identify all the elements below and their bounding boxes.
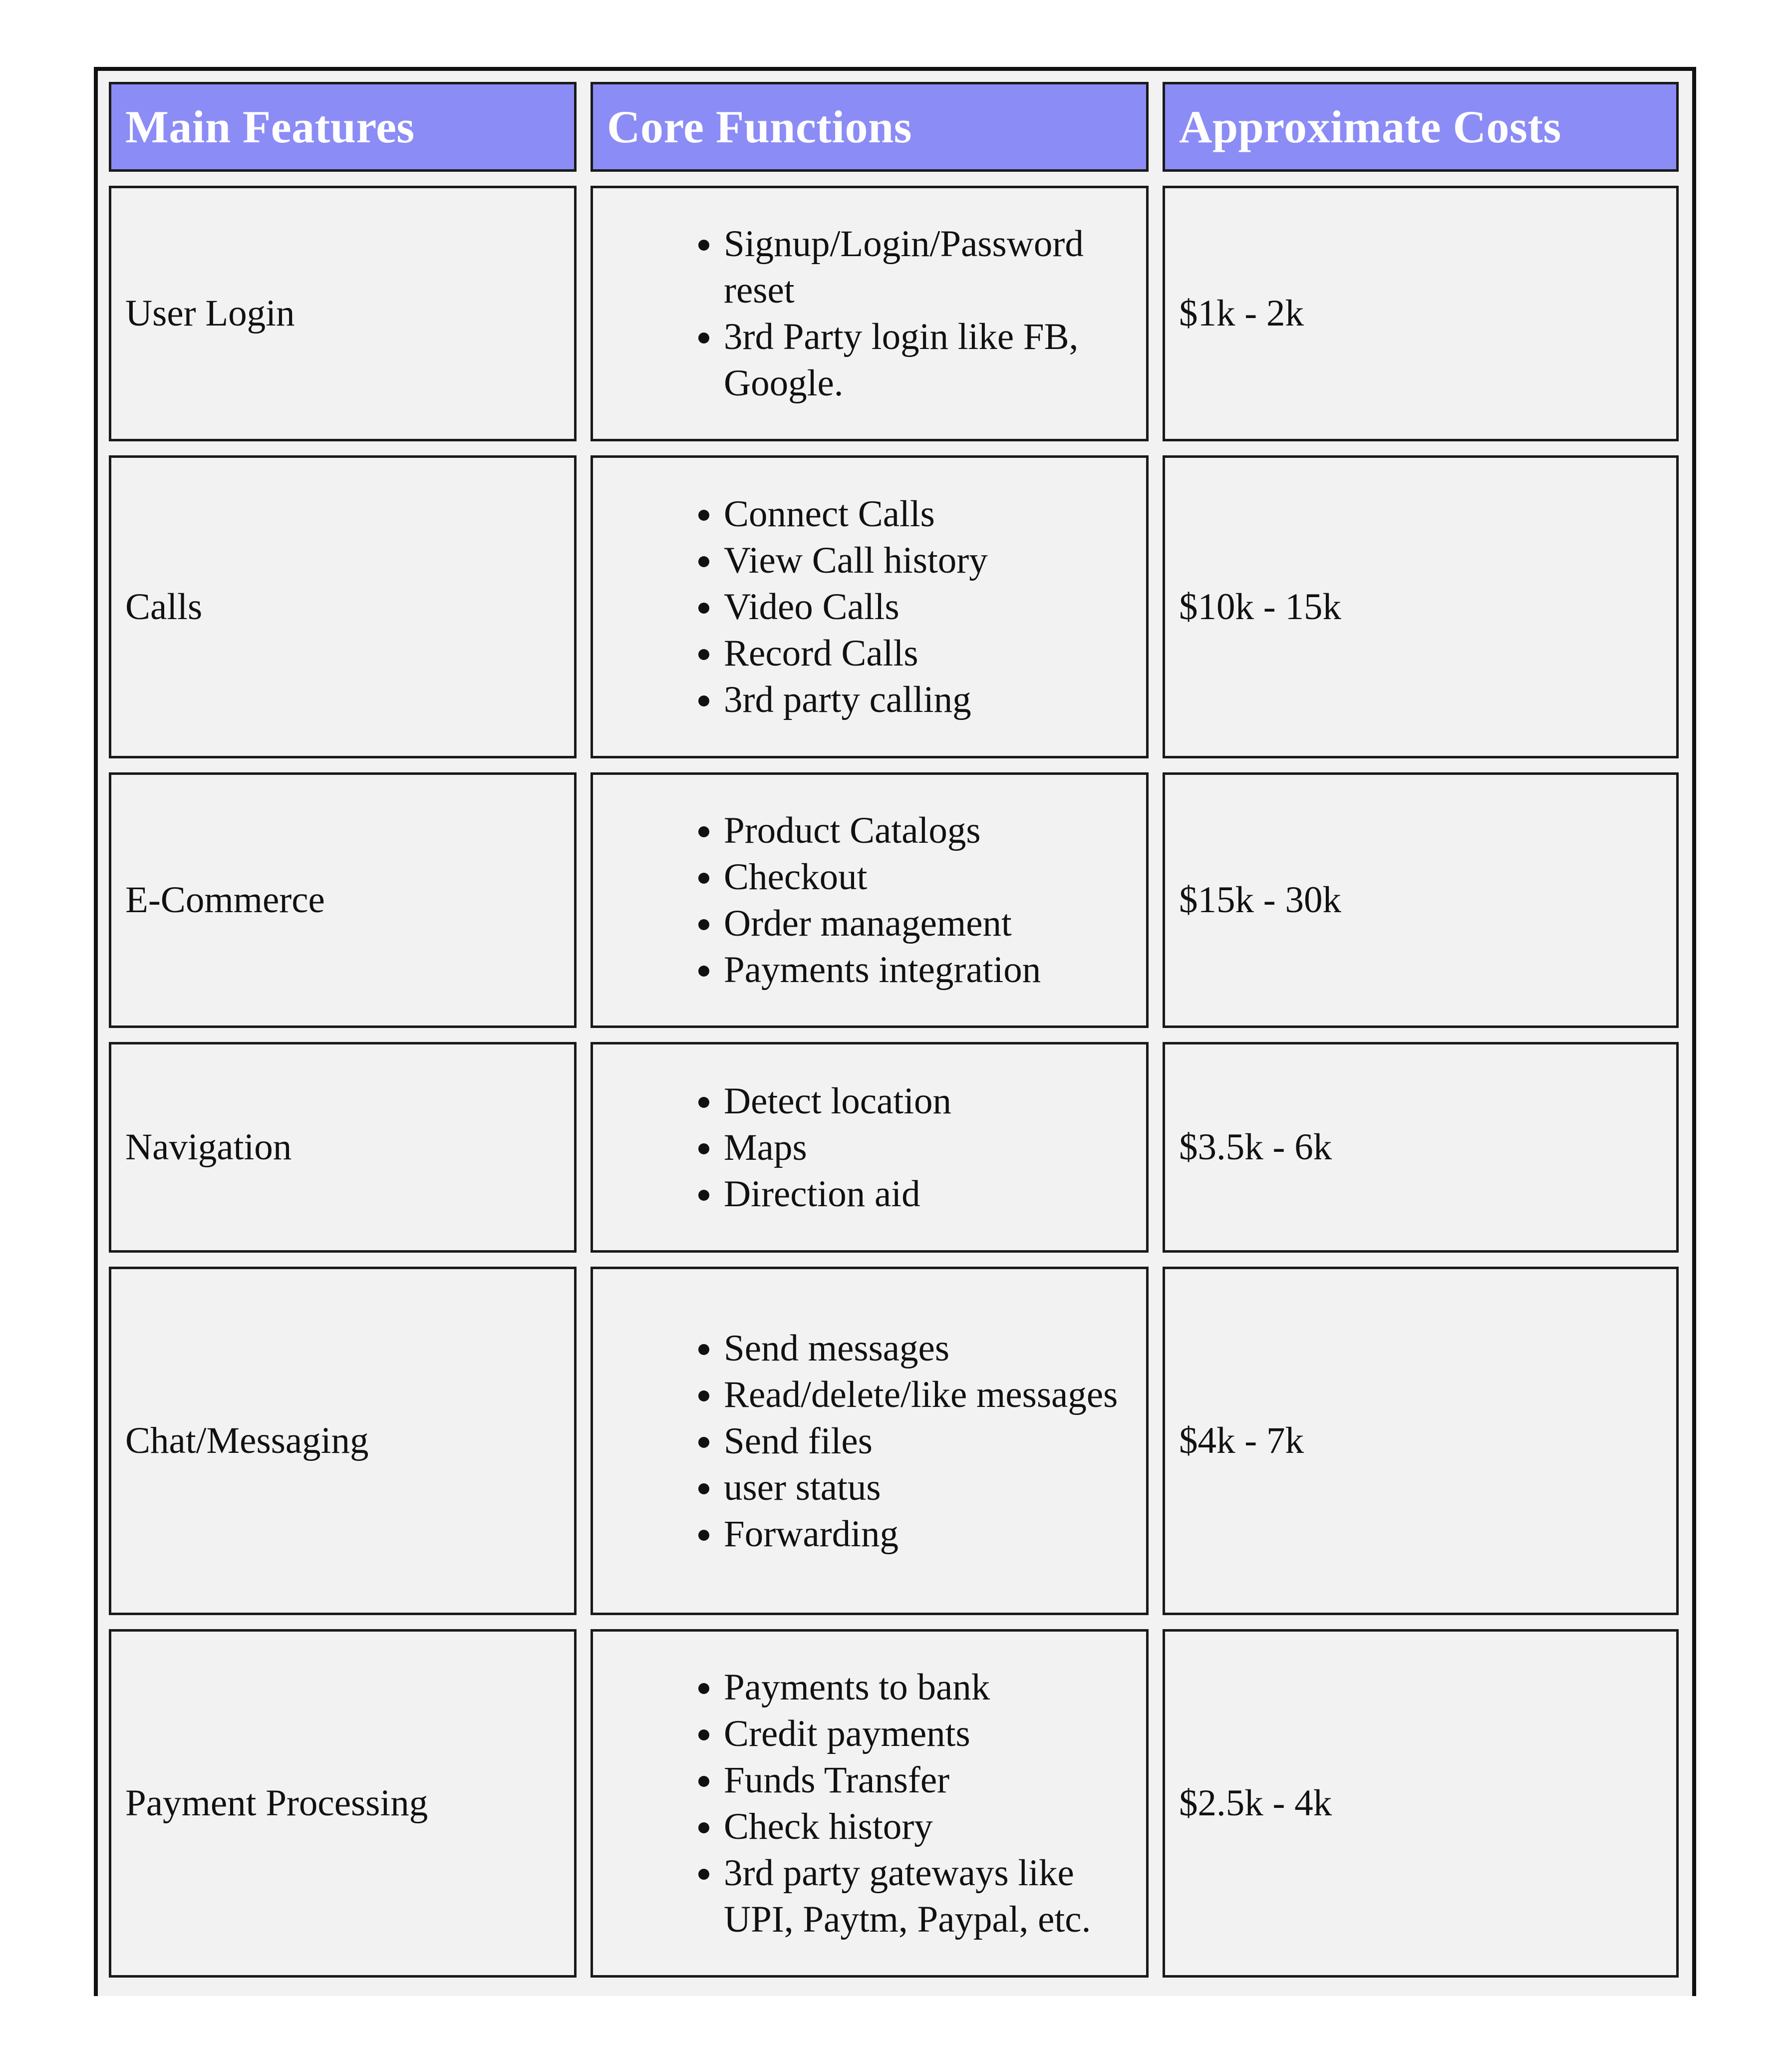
table-row: [109, 1629, 1679, 1978]
table-row: [109, 772, 1679, 1028]
functions-cell: [591, 1267, 1149, 1615]
features-cost-table: [95, 68, 1693, 1992]
table-header-row: [109, 82, 1679, 172]
cost-cell: $2.5k - 4k: [1163, 1629, 1679, 1978]
table-row: [109, 1267, 1679, 1615]
function-item: • Product Catalogs: [724, 807, 1132, 854]
table-frame: [94, 67, 1696, 1996]
function-item: • 3rd party gateways like UPI, Paytm, Paypal, etc.: [724, 1850, 1132, 1943]
function-item: • Check history: [724, 1803, 1132, 1850]
header-main-features: Main Features: [109, 82, 577, 172]
function-item: • Order management: [724, 900, 1132, 947]
functions-list: [607, 1078, 1132, 1217]
function-item: • Payments integration: [724, 947, 1132, 993]
feature-cell: Navigation: [109, 1042, 577, 1253]
function-item: • Send messages: [724, 1325, 1132, 1371]
feature-cell: Payment Processing: [109, 1629, 577, 1978]
header-approximate-costs: Approximate Costs: [1163, 82, 1679, 172]
table-row: [109, 455, 1679, 758]
function-item: • Read/delete/like messages: [724, 1371, 1132, 1418]
functions-cell: [591, 455, 1149, 758]
function-item: • Video Calls: [724, 584, 1132, 630]
cost-cell: $1k - 2k: [1163, 186, 1679, 441]
header-core-functions: Core Functions: [591, 82, 1149, 172]
cost-cell: $10k - 15k: [1163, 455, 1679, 758]
functions-list: [607, 807, 1132, 993]
function-item: • Checkout: [724, 854, 1132, 900]
functions-list: [607, 491, 1132, 723]
function-item: • Payments to bank: [724, 1664, 1132, 1710]
function-item: • 3rd party calling: [724, 677, 1132, 723]
functions-cell: [591, 186, 1149, 441]
function-item: • Maps: [724, 1124, 1132, 1171]
cost-cell: $15k - 30k: [1163, 772, 1679, 1028]
function-item: • Credit payments: [724, 1710, 1132, 1757]
function-item: • Detect location: [724, 1078, 1132, 1124]
feature-cell: User Login: [109, 186, 577, 441]
functions-list: [607, 221, 1132, 406]
function-item: • Send files: [724, 1418, 1132, 1464]
function-item: • Signup/Login/Password reset: [724, 221, 1132, 314]
feature-cell: E-Commerce: [109, 772, 577, 1028]
feature-cell: Calls: [109, 455, 577, 758]
function-item: • user status: [724, 1464, 1132, 1511]
functions-cell: [591, 1042, 1149, 1253]
cost-cell: $4k - 7k: [1163, 1267, 1679, 1615]
functions-cell: [591, 772, 1149, 1028]
function-item: • Funds Transfer: [724, 1757, 1132, 1803]
function-item: • Connect Calls: [724, 491, 1132, 537]
function-item: • Direction aid: [724, 1171, 1132, 1217]
functions-list: [607, 1325, 1132, 1557]
feature-cell: Chat/Messaging: [109, 1267, 577, 1615]
function-item: • Record Calls: [724, 630, 1132, 677]
function-item: • View Call history: [724, 537, 1132, 584]
cost-cell: $3.5k - 6k: [1163, 1042, 1679, 1253]
functions-list: [607, 1664, 1132, 1943]
function-item: • 3rd Party login like FB, Google.: [724, 314, 1132, 406]
table-row: [109, 1042, 1679, 1253]
table-row: [109, 186, 1679, 441]
function-item: • Forwarding: [724, 1511, 1132, 1557]
functions-cell: [591, 1629, 1149, 1978]
